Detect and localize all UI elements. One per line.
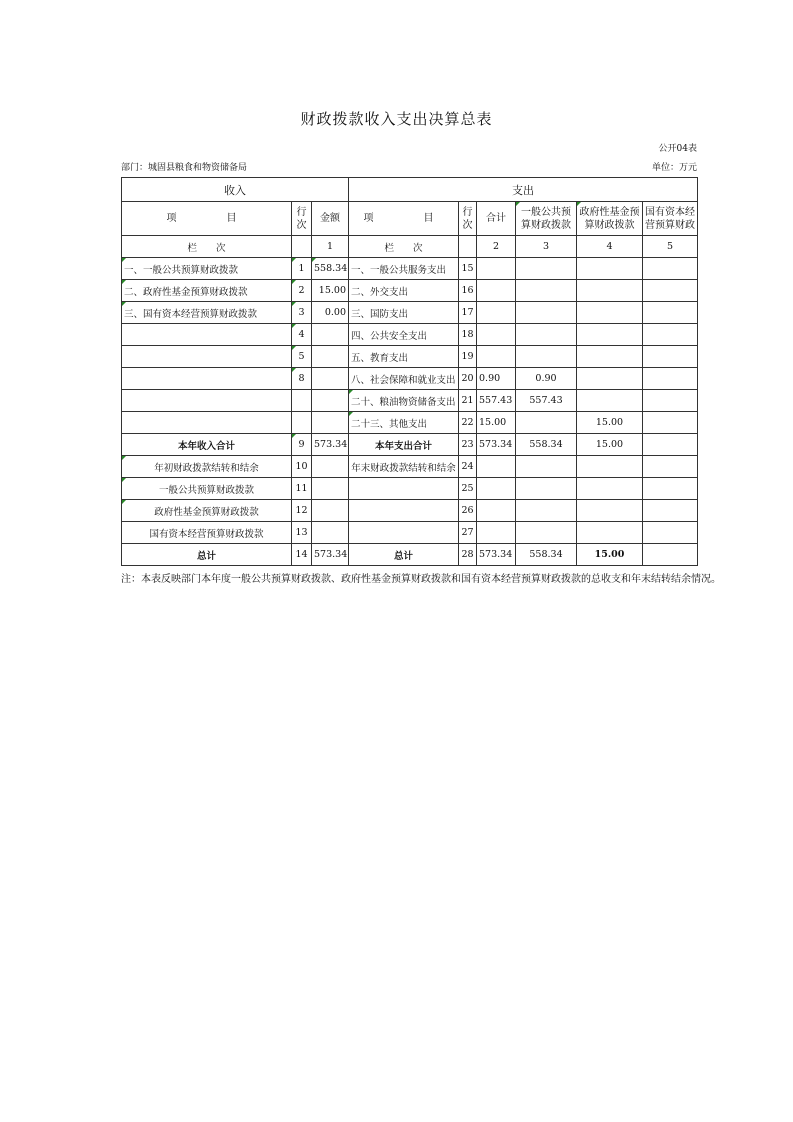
expense-total bbox=[477, 258, 516, 280]
income-line bbox=[292, 412, 312, 434]
col-number-2: 2 bbox=[477, 236, 516, 258]
income-item bbox=[122, 390, 292, 412]
expense-fund bbox=[577, 346, 643, 368]
table-row bbox=[122, 346, 698, 368]
expense-line: 23 bbox=[459, 434, 477, 456]
expense-grand-general: 558.34 bbox=[516, 544, 577, 566]
expense-line: 24 bbox=[459, 456, 477, 478]
expense-year-state bbox=[643, 434, 698, 456]
income-line: 12 bbox=[292, 500, 312, 522]
form-number: 公开04表 bbox=[658, 144, 697, 154]
expense-fund bbox=[577, 368, 643, 390]
expense-general bbox=[516, 346, 577, 368]
expense-carry-item bbox=[349, 478, 459, 500]
expense-line: 27 bbox=[459, 522, 477, 544]
expense-item: 四、公共安全支出 bbox=[349, 324, 459, 346]
expense-fund bbox=[577, 280, 643, 302]
expense-item: 三、国防支出 bbox=[349, 302, 459, 324]
income-year-total-amount: 573.34 bbox=[312, 434, 349, 456]
expense-general bbox=[516, 324, 577, 346]
income-line: 4 bbox=[292, 324, 312, 346]
expense-total bbox=[477, 280, 516, 302]
expense-state bbox=[643, 390, 698, 412]
income-carry-item: 国有资本经营预算财政拨款 bbox=[122, 522, 292, 544]
expense-total: 557.43 bbox=[477, 390, 516, 412]
expense-state bbox=[643, 258, 698, 280]
state-capital-header: 国有资本经营预算财政 bbox=[643, 202, 698, 236]
expense-col-label: 栏 次 bbox=[349, 236, 459, 258]
expense-line: 26 bbox=[459, 500, 477, 522]
carry-row bbox=[122, 456, 698, 478]
expense-state bbox=[643, 412, 698, 434]
total-header: 合计 bbox=[477, 202, 516, 236]
income-amount bbox=[312, 324, 349, 346]
expense-general bbox=[516, 412, 577, 434]
expense-line-header: 行次 bbox=[459, 202, 477, 236]
income-amount bbox=[312, 390, 349, 412]
income-line bbox=[292, 390, 312, 412]
expense-fund: 15.00 bbox=[577, 412, 643, 434]
expense-grand-total: 573.34 bbox=[477, 544, 516, 566]
expense-fund bbox=[577, 390, 643, 412]
income-line: 5 bbox=[292, 346, 312, 368]
expense-line: 21 bbox=[459, 390, 477, 412]
budget-summary-table bbox=[121, 177, 698, 566]
income-line: 8 bbox=[292, 368, 312, 390]
income-grand-total-amount: 573.34 bbox=[312, 544, 349, 566]
income-item: 一、一般公共预算财政拨款 bbox=[122, 258, 292, 280]
carry-row bbox=[122, 500, 698, 522]
income-line: 9 bbox=[292, 434, 312, 456]
expense-fund bbox=[577, 258, 643, 280]
income-amount bbox=[312, 412, 349, 434]
income-carry-item: 政府性基金预算财政拨款 bbox=[122, 500, 292, 522]
income-item-header: 项 目 bbox=[122, 202, 292, 236]
expense-state bbox=[643, 368, 698, 390]
expense-line: 25 bbox=[459, 478, 477, 500]
year-total-row bbox=[122, 434, 698, 456]
income-carry-item: 年初财政拨款结转和结余 bbox=[122, 456, 292, 478]
carry-row bbox=[122, 478, 698, 500]
expense-total: 15.00 bbox=[477, 412, 516, 434]
table-row bbox=[122, 258, 698, 280]
income-line: 11 bbox=[292, 478, 312, 500]
expense-grand-total-label: 总计 bbox=[349, 544, 459, 566]
expense-total bbox=[477, 302, 516, 324]
table-row bbox=[122, 280, 698, 302]
expense-item: 二、外交支出 bbox=[349, 280, 459, 302]
income-item bbox=[122, 346, 292, 368]
income-line: 14 bbox=[292, 544, 312, 566]
expense-line: 15 bbox=[459, 258, 477, 280]
expense-line: 20 bbox=[459, 368, 477, 390]
table-row bbox=[122, 302, 698, 324]
expense-grand-state bbox=[643, 544, 698, 566]
income-line-header: 行次 bbox=[292, 202, 312, 236]
expense-general: 0.90 bbox=[516, 368, 577, 390]
income-item bbox=[122, 412, 292, 434]
report-title: 财政拨款收入支出决算总表 bbox=[300, 110, 493, 128]
col-number-5: 5 bbox=[643, 236, 698, 258]
col-number-4: 4 bbox=[577, 236, 643, 258]
expense-general: 557.43 bbox=[516, 390, 577, 412]
expense-grand-fund: 15.00 bbox=[577, 544, 643, 566]
expense-line: 17 bbox=[459, 302, 477, 324]
expense-item: 二十、粮油物资储备支出 bbox=[349, 390, 459, 412]
fund-budget-header: 政府性基金预算财政拨款 bbox=[577, 202, 643, 236]
income-item bbox=[122, 324, 292, 346]
income-amount bbox=[312, 346, 349, 368]
column-number-row bbox=[122, 236, 698, 258]
expense-state bbox=[643, 280, 698, 302]
expense-carry-item bbox=[349, 522, 459, 544]
income-amount: 0.00 bbox=[312, 302, 349, 324]
expense-fund bbox=[577, 302, 643, 324]
expense-item: 一、一般公共服务支出 bbox=[349, 258, 459, 280]
expense-carry-item: 年末财政拨款结转和结余 bbox=[349, 456, 459, 478]
expense-line: 28 bbox=[459, 544, 477, 566]
expense-total bbox=[477, 324, 516, 346]
expense-line: 22 bbox=[459, 412, 477, 434]
expense-total bbox=[477, 346, 516, 368]
expense-carry-item bbox=[349, 500, 459, 522]
income-item bbox=[122, 368, 292, 390]
expense-general bbox=[516, 302, 577, 324]
expense-item: 二十三、其他支出 bbox=[349, 412, 459, 434]
general-budget-header: 一般公共预算财政拨款 bbox=[516, 202, 577, 236]
col-number-3: 3 bbox=[516, 236, 577, 258]
income-line: 10 bbox=[292, 456, 312, 478]
carry-row bbox=[122, 522, 698, 544]
income-grand-total-label: 总计 bbox=[122, 544, 292, 566]
table-row bbox=[122, 412, 698, 434]
expense-item: 八、社会保障和就业支出 bbox=[349, 368, 459, 390]
table-row bbox=[122, 368, 698, 390]
section-header-row bbox=[122, 178, 698, 202]
income-line: 13 bbox=[292, 522, 312, 544]
expense-year-fund: 15.00 bbox=[577, 434, 643, 456]
expense-total: 0.90 bbox=[477, 368, 516, 390]
expense-section-header: 支出 bbox=[349, 178, 698, 202]
expense-fund bbox=[577, 324, 643, 346]
income-amount: 15.00 bbox=[312, 280, 349, 302]
expense-general bbox=[516, 280, 577, 302]
income-item: 三、国有资本经营预算财政拨款 bbox=[122, 302, 292, 324]
table-row bbox=[122, 390, 698, 412]
income-amount-header: 金额 bbox=[312, 202, 349, 236]
table-row bbox=[122, 324, 698, 346]
expense-state bbox=[643, 324, 698, 346]
expense-line: 18 bbox=[459, 324, 477, 346]
expense-item: 五、教育支出 bbox=[349, 346, 459, 368]
expense-year-general: 558.34 bbox=[516, 434, 577, 456]
income-section-header: 收入 bbox=[122, 178, 349, 202]
income-year-total-label: 本年收入合计 bbox=[122, 434, 292, 456]
expense-item-header: 项 目 bbox=[349, 202, 459, 236]
expense-general bbox=[516, 258, 577, 280]
income-col-label: 栏 次 bbox=[122, 236, 292, 258]
footnote: 注：本表反映部门本年度一般公共预算财政拨款、政府性基金预算财政拨款和国有资本经营预算财政拨款的总收支和年末结转结余情况。 bbox=[121, 574, 721, 585]
column-header-row bbox=[122, 202, 698, 236]
income-carry-item: 一般公共预算财政拨款 bbox=[122, 478, 292, 500]
expense-state bbox=[643, 302, 698, 324]
expense-state bbox=[643, 346, 698, 368]
expense-line: 19 bbox=[459, 346, 477, 368]
income-item: 二、政府性基金预算财政拨款 bbox=[122, 280, 292, 302]
income-line: 2 bbox=[292, 280, 312, 302]
expense-line: 16 bbox=[459, 280, 477, 302]
income-amount bbox=[312, 368, 349, 390]
income-amount: 558.34 bbox=[312, 258, 349, 280]
income-col-number: 1 bbox=[312, 236, 349, 258]
income-line: 3 bbox=[292, 302, 312, 324]
income-line: 1 bbox=[292, 258, 312, 280]
unit-label: 单位：万元 bbox=[651, 163, 697, 173]
expense-year-total-label: 本年支出合计 bbox=[349, 434, 459, 456]
expense-year-total: 573.34 bbox=[477, 434, 516, 456]
department-label: 部门：城固县粮食和物资储备局 bbox=[121, 163, 248, 173]
grand-total-row bbox=[122, 544, 698, 566]
